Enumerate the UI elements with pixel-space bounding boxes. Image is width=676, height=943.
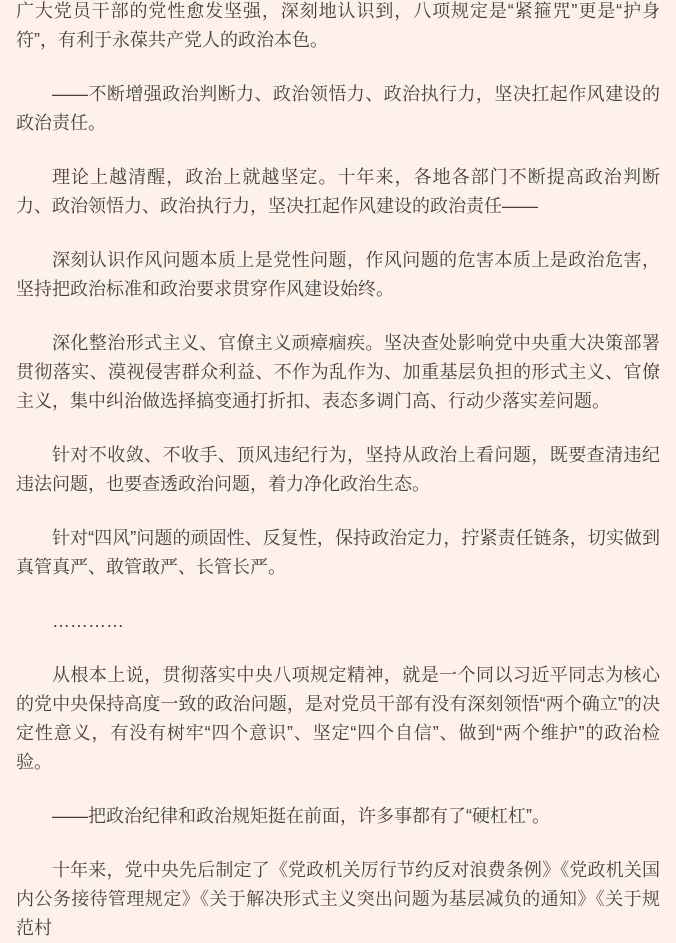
paragraph: 深化整治形式主义、官僚主义顽瘴痼疾。坚决查处影响党中央重大决策部署贯彻落实、漠视侵害群众利益、不作为乱作为、加重基层负担的形式主义、官僚主义，集中纠治做选择搞变通打折扣、表态多调门高、行动少落实差问题。 [16,333,660,411]
paragraph: 针对不收敛、不收手、顶风违纪行为，坚持从政治上看问题，既要查清违纪违法问题，也要查透政治问题，着力净化政治生态。 [16,445,660,494]
paragraph: 广大党员干部的党性愈发坚强，深刻地认识到，八项规定是“紧箍咒”更是“护身符”，有利于永葆共产党人的政治本色。 [16,1,660,50]
paragraph: ——不断增强政治判断力、政治领悟力、政治执行力，坚决扛起作风建设的政治责任。 [16,84,660,133]
paragraph: 针对“四风”问题的顽固性、反复性，保持政治定力，拧紧责任链条，切实做到真管真严、敢管敢严、长管长严。 [16,528,660,577]
paragraph: 理论上越清醒，政治上就越坚定。十年来，各地各部门不断提高政治判断力、政治领悟力、政治执行力，坚决扛起作风建设的政治责任—— [16,167,660,216]
paragraph: 从根本上说，贯彻落实中央八项规定精神，就是一个同以习近平同志为核心的党中央保持高度一致的政治问题，是对党员干部有没有深刻领悟“两个确立”的决定性意义，有没有树牢“四个意识”、坚定“四个自信”、做到“两个维护”的政治检验。 [16,665,660,772]
paragraph-ellipsis: ………… [52,611,124,631]
paragraph: 十年来，党中央先后制定了《党政机关厉行节约反对浪费条例》《党政机关国内公务接待管理规定》《关于解决形式主义突出问题为基层减负的通知》《关于规范村 [16,860,660,938]
paragraph: ——把政治纪律和政治规矩挺在前面，许多事都有了“硬杠杠”。 [52,806,550,826]
paragraph: 深刻认识作风问题本质上是党性问题，作风问题的危害本质上是政治危害，坚持把政治标准和政治要求贯穿作风建设始终。 [16,250,660,299]
